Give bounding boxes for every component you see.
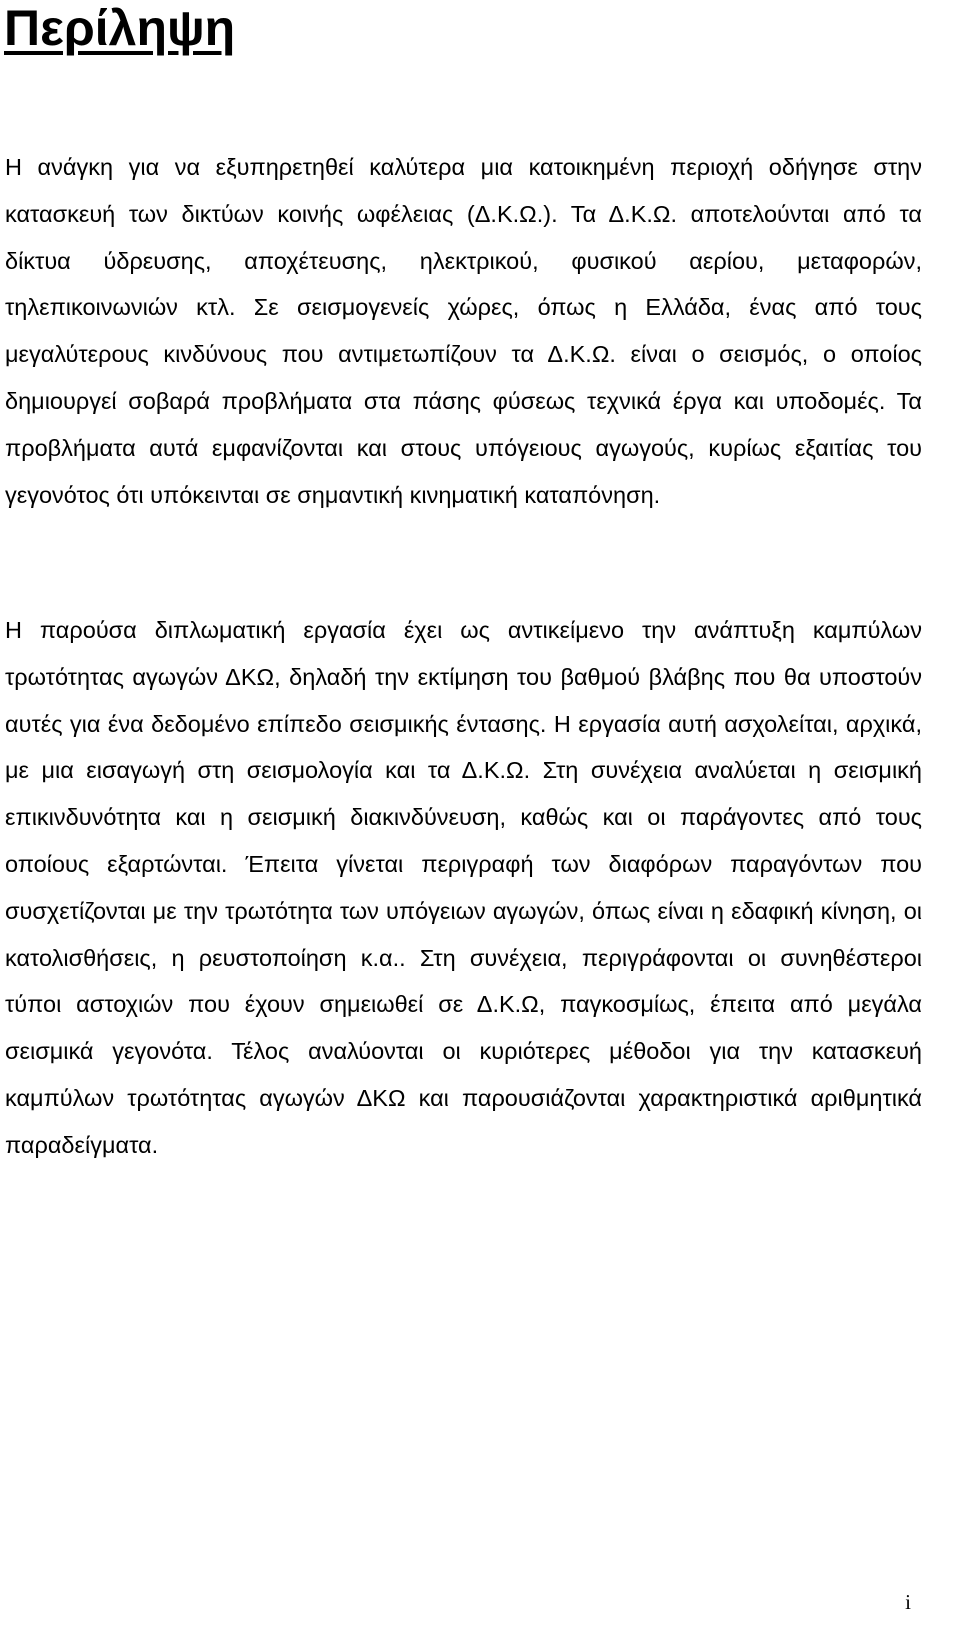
summary-paragraph-2: Η παρούσα διπλωματική εργασία έχει ως αντικείμενο την ανάπτυξη καμπύλων τρωτότητας αγωγών ΔΚΩ, δηλαδή την εκτίμηση του βαθμού βλάβης που θα υποστούν αυτές για ένα δεδομένο επίπεδο σεισμικής έντασης. Η εργασία αυτή ασχολείται, αρχικά, με μια εισαγωγή στη σεισμολογία και τα Δ.Κ.Ω. Στη συνέχεια αναλύεται η σεισμική επικινδυνότητα και η σεισμική διακινδύνευση, καθώς και οι παράγοντες από τους οποίους εξαρτώνται. Έπειτα γίνεται περιγραφή των διαφόρων παραγόντων που συσχετίζονται με την τρωτότητα των υπόγειων αγωγών, όπως είναι η εδαφική κίνηση, οι κατολισθήσεις, η ρευστοποίηση κ.α.. Στη συνέχεια, περιγράφονται οι συνηθέστεροι τύποι αστοχιών που έχουν σημειωθεί σε Δ.Κ.Ω, παγκοσμίως, έπειτα από μεγάλα σεισμικά γεγονότα. Τέλος αναλύονται οι κυριότερες μέθοδοι για την κατασκευή καμπύλων τρωτότητας αγωγών ΔΚΩ και παρουσιάζονται χαρακτηριστικά αριθμητικά παραδείγματα. (5, 617, 922, 1158)
summary-paragraph-1: Η ανάγκη για να εξυπηρετηθεί καλύτερα μια κατοικημένη περιοχή οδήγησε στην κατασκευή των δικτύων κοινής ωφέλειας (Δ.Κ.Ω.). Τα Δ.Κ.Ω. αποτελούνται από τα δίκτυα ύδρευσης, αποχέτευσης, ηλεκτρικού, φυσικού αερίου, μεταφορών, τηλεπικοινωνιών κτλ. Σε σεισμογενείς χώρες, όπως η Ελλάδα, ένας από τους μεγαλύτερους κινδύνους που αντιμετωπίζουν τα Δ.Κ.Ω. είναι ο σεισμός, ο οποίος δημιουργεί σοβαρά προβλήματα στα πάσης φύσεως τεχνικά έργα και υποδομές. Τα προβλήματα αυτά εμφανίζονται και στους υπόγειους αγωγούς, κυρίως εξαιτίας του γεγονότος ότι υπόκεινται σε σημαντική κινηματική καταπόνηση. (5, 154, 922, 508)
page-title: Περίληψη (4, 0, 236, 56)
page-number: i (905, 1590, 911, 1614)
